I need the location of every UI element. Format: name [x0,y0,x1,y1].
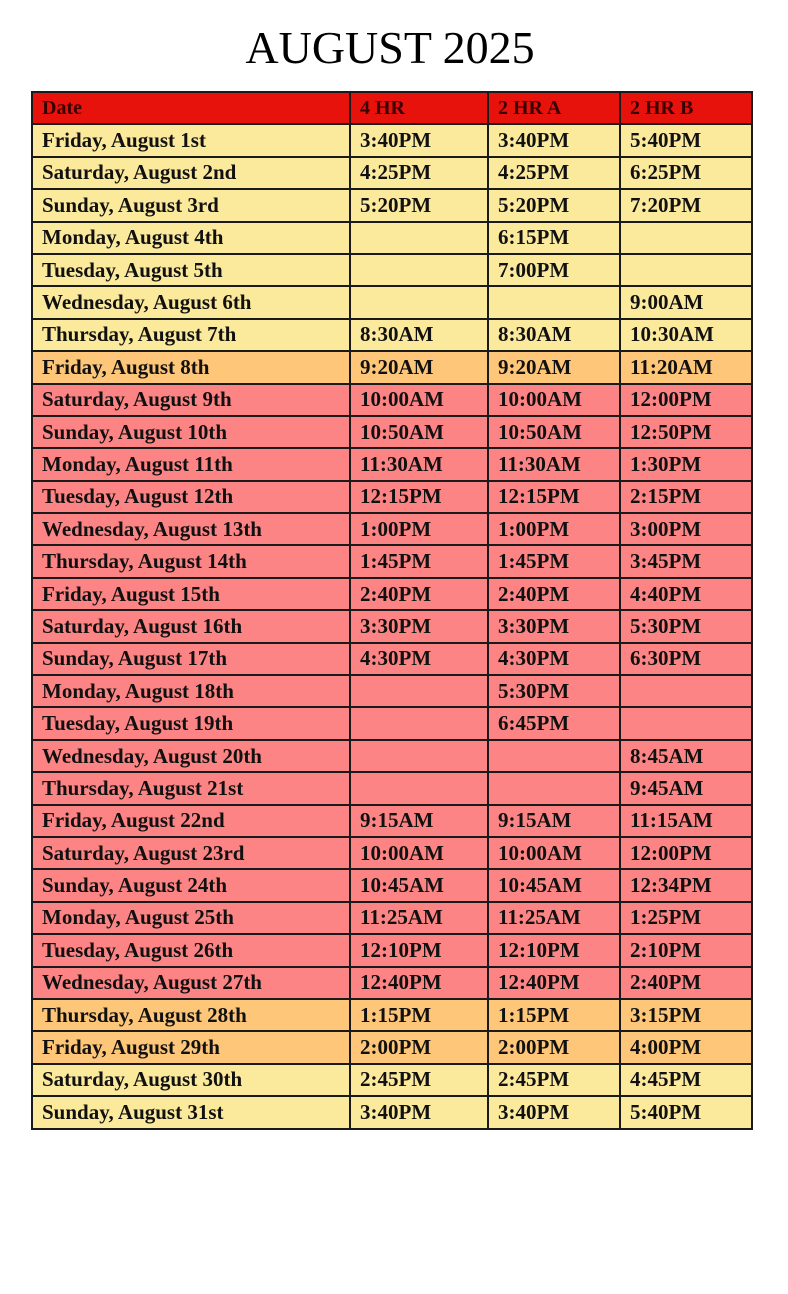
hr2a-cell: 3:40PM [488,1096,620,1128]
page-title: AUGUST 2025 [245,22,535,73]
hr2b-cell: 5:40PM [620,1096,752,1128]
hr2b-cell: 12:00PM [620,837,752,869]
date-cell: Sunday, August 24th [32,869,350,901]
table-row [32,934,752,966]
hr2b-cell: 5:30PM [620,610,752,642]
hr2b-cell: 9:45AM [620,772,752,804]
schedule-table [31,91,753,1130]
date-cell: Saturday, August 16th [32,610,350,642]
table-row [32,286,752,318]
hr2a-cell: 9:15AM [488,805,620,837]
hr4-cell: 11:30AM [350,448,488,480]
hr4-cell: 4:30PM [350,643,488,675]
hr4-cell: 2:45PM [350,1064,488,1096]
hr4-cell: 1:15PM [350,999,488,1031]
date-cell: Monday, August 11th [32,448,350,480]
hr2a-cell [488,740,620,772]
hr2b-cell: 7:20PM [620,189,752,221]
hr2a-cell: 5:20PM [488,189,620,221]
table-row [32,513,752,545]
column-header-2hr-b: 2 HR B [620,92,752,124]
hr2a-cell: 6:15PM [488,222,620,254]
date-cell: Thursday, August 7th [32,319,350,351]
date-cell: Friday, August 22nd [32,805,350,837]
date-cell: Friday, August 8th [32,351,350,383]
table-row [32,967,752,999]
table-row [32,124,752,156]
hr2a-cell [488,286,620,318]
hr2a-cell: 2:40PM [488,578,620,610]
hr4-cell: 2:40PM [350,578,488,610]
date-cell: Wednesday, August 13th [32,513,350,545]
hr2a-cell: 1:00PM [488,513,620,545]
date-cell: Saturday, August 9th [32,384,350,416]
hr2a-cell: 1:15PM [488,999,620,1031]
table-row [32,1064,752,1096]
date-cell: Wednesday, August 20th [32,740,350,772]
hr2b-cell: 12:34PM [620,869,752,901]
hr2b-cell: 6:25PM [620,157,752,189]
hr2b-cell: 11:20AM [620,351,752,383]
header-row [32,92,752,124]
table-row [32,610,752,642]
date-cell: Thursday, August 21st [32,772,350,804]
hr2b-cell [620,254,752,286]
hr2a-cell: 11:30AM [488,448,620,480]
hr4-cell: 10:00AM [350,837,488,869]
hr2a-cell: 2:45PM [488,1064,620,1096]
hr2b-cell: 12:00PM [620,384,752,416]
hr2b-cell: 4:00PM [620,1031,752,1063]
table-row [32,707,752,739]
table-row [32,740,752,772]
hr2a-cell: 10:00AM [488,384,620,416]
date-cell: Thursday, August 14th [32,545,350,577]
hr2a-cell: 7:00PM [488,254,620,286]
hr4-cell: 9:15AM [350,805,488,837]
date-cell: Sunday, August 10th [32,416,350,448]
date-cell: Sunday, August 31st [32,1096,350,1128]
date-cell: Monday, August 4th [32,222,350,254]
hr2a-cell: 4:30PM [488,643,620,675]
hr4-cell [350,772,488,804]
hr2a-cell: 12:15PM [488,481,620,513]
schedule-body [32,124,752,1128]
table-row [32,545,752,577]
hr2a-cell: 3:40PM [488,124,620,156]
table-row [32,643,752,675]
table-row [32,448,752,480]
hr2b-cell: 3:15PM [620,999,752,1031]
hr2b-cell: 2:40PM [620,967,752,999]
hr2a-cell: 9:20AM [488,351,620,383]
hr2b-cell: 10:30AM [620,319,752,351]
date-cell: Sunday, August 3rd [32,189,350,221]
table-row [32,319,752,351]
hr2b-cell: 6:30PM [620,643,752,675]
hr2b-cell: 3:45PM [620,545,752,577]
hr4-cell: 4:25PM [350,157,488,189]
table-row [32,1031,752,1063]
date-cell: Monday, August 25th [32,902,350,934]
hr2b-cell [620,675,752,707]
hr2b-cell: 8:45AM [620,740,752,772]
table-row [32,222,752,254]
date-cell: Wednesday, August 27th [32,967,350,999]
hr2a-cell: 2:00PM [488,1031,620,1063]
hr2a-cell [488,772,620,804]
hr2b-cell [620,222,752,254]
column-header-2hr-a: 2 HR A [488,92,620,124]
hr4-cell: 1:00PM [350,513,488,545]
date-cell: Friday, August 29th [32,1031,350,1063]
hr2b-cell: 11:15AM [620,805,752,837]
hr4-cell: 10:00AM [350,384,488,416]
table-row [32,254,752,286]
hr2b-cell: 12:50PM [620,416,752,448]
hr4-cell: 11:25AM [350,902,488,934]
hr4-cell: 5:20PM [350,189,488,221]
table-row [32,578,752,610]
date-cell: Wednesday, August 6th [32,286,350,318]
hr2a-cell: 1:45PM [488,545,620,577]
hr2a-cell: 11:25AM [488,902,620,934]
hr4-cell: 12:40PM [350,967,488,999]
date-cell: Tuesday, August 26th [32,934,350,966]
date-cell: Monday, August 18th [32,675,350,707]
hr2b-cell [620,707,752,739]
hr2b-cell: 2:10PM [620,934,752,966]
hr4-cell: 12:15PM [350,481,488,513]
hr4-cell: 10:45AM [350,869,488,901]
table-row [32,351,752,383]
table-row [32,189,752,221]
hr4-cell: 3:40PM [350,124,488,156]
hr2a-cell: 10:50AM [488,416,620,448]
date-cell: Friday, August 15th [32,578,350,610]
hr2a-cell: 5:30PM [488,675,620,707]
date-cell: Tuesday, August 5th [32,254,350,286]
hr2b-cell: 4:45PM [620,1064,752,1096]
table-row [32,772,752,804]
hr4-cell: 12:10PM [350,934,488,966]
hr2b-cell: 3:00PM [620,513,752,545]
date-cell: Thursday, August 28th [32,999,350,1031]
hr2b-cell: 2:15PM [620,481,752,513]
hr4-cell [350,222,488,254]
hr4-cell: 2:00PM [350,1031,488,1063]
date-cell: Saturday, August 30th [32,1064,350,1096]
hr2a-cell: 3:30PM [488,610,620,642]
hr2a-cell: 12:10PM [488,934,620,966]
date-cell: Friday, August 1st [32,124,350,156]
hr4-cell: 3:30PM [350,610,488,642]
hr4-cell: 3:40PM [350,1096,488,1128]
table-row [32,416,752,448]
date-cell: Tuesday, August 12th [32,481,350,513]
table-row [32,837,752,869]
hr2b-cell: 9:00AM [620,286,752,318]
hr2a-cell: 10:00AM [488,837,620,869]
hr4-cell [350,740,488,772]
table-row [32,675,752,707]
date-cell: Saturday, August 23rd [32,837,350,869]
hr2a-cell: 10:45AM [488,869,620,901]
hr4-cell [350,707,488,739]
hr4-cell: 8:30AM [350,319,488,351]
hr2b-cell: 5:40PM [620,124,752,156]
hr2b-cell: 4:40PM [620,578,752,610]
table-row [32,999,752,1031]
table-row [32,384,752,416]
table-row [32,869,752,901]
date-cell: Saturday, August 2nd [32,157,350,189]
hr2b-cell: 1:25PM [620,902,752,934]
hr4-cell [350,675,488,707]
hr4-cell: 9:20AM [350,351,488,383]
table-row [32,902,752,934]
hr4-cell [350,254,488,286]
hr4-cell: 1:45PM [350,545,488,577]
date-cell: Sunday, August 17th [32,643,350,675]
table-row [32,481,752,513]
column-header-date: Date [32,92,350,124]
table-row [32,1096,752,1128]
table-row [32,157,752,189]
hr2a-cell: 8:30AM [488,319,620,351]
hr2a-cell: 12:40PM [488,967,620,999]
table-row [32,805,752,837]
column-header-4hr: 4 HR [350,92,488,124]
date-cell: Tuesday, August 19th [32,707,350,739]
hr4-cell: 10:50AM [350,416,488,448]
hr2b-cell: 1:30PM [620,448,752,480]
hr4-cell [350,286,488,318]
hr2a-cell: 4:25PM [488,157,620,189]
hr2a-cell: 6:45PM [488,707,620,739]
